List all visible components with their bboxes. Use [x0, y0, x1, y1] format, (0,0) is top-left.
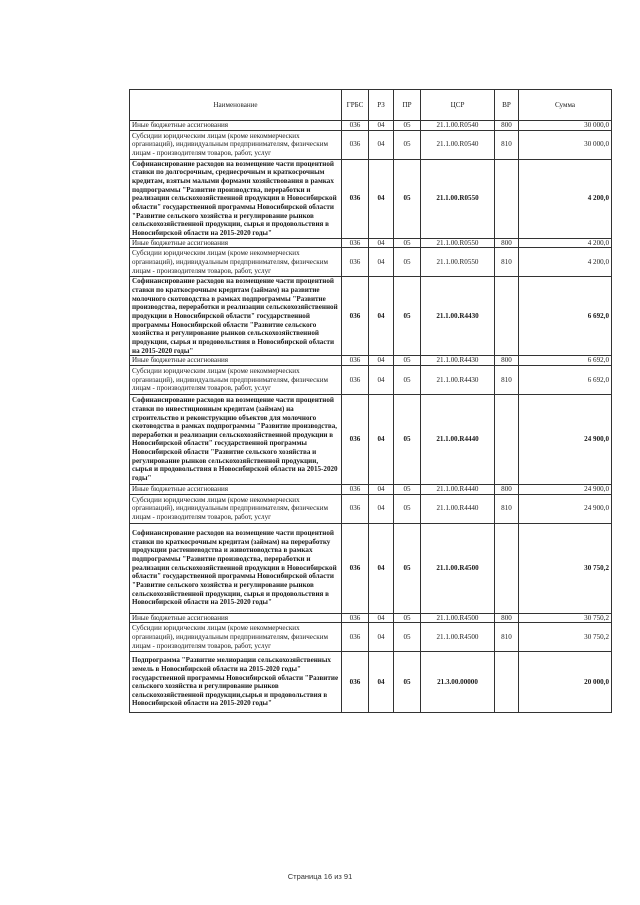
cell-grbs: 036 [342, 494, 369, 523]
cell-rz: 04 [369, 121, 394, 131]
cell-pr: 05 [394, 356, 421, 366]
cell-vr: 800 [495, 238, 519, 248]
cell-rz: 04 [369, 238, 394, 248]
budget-table [129, 89, 612, 713]
cell-csr: 21.1.00.R0540 [421, 130, 495, 159]
header-grbs: ГРБС [342, 90, 369, 121]
cell-pr: 05 [394, 365, 421, 394]
cell-vr [495, 652, 519, 713]
cell-rz: 04 [369, 356, 394, 366]
cell-csr: 21.1.00.R4440 [421, 494, 495, 523]
header-name: Наименование [130, 90, 342, 121]
cell-sum: 24 900,0 [519, 494, 612, 523]
table-row [130, 394, 612, 484]
cell-sum: 6 692,0 [519, 365, 612, 394]
cell-pr: 05 [394, 494, 421, 523]
cell-rz: 04 [369, 394, 394, 484]
table-row [130, 130, 612, 159]
cell-grbs: 036 [342, 121, 369, 131]
cell-sum: 4 200,0 [519, 248, 612, 277]
table-row [130, 356, 612, 366]
header-csr: ЦСР [421, 90, 495, 121]
cell-pr: 05 [394, 277, 421, 356]
cell-csr: 21.1.00.R4500 [421, 623, 495, 652]
cell-csr: 21.1.00.R0550 [421, 248, 495, 277]
cell-pr: 05 [394, 248, 421, 277]
table-row [130, 494, 612, 523]
cell-csr: 21.1.00.R4430 [421, 356, 495, 366]
header-rz: РЗ [369, 90, 394, 121]
table-row [130, 623, 612, 652]
cell-sum: 24 900,0 [519, 484, 612, 494]
cell-name: Софинансирование расходов на возмещение части процентной ставки по краткосрочным кредитам (займам) на развитие молочного скотоводства в рамках подпрограммы "Развитие производства, переработки и реализации сельскохозяйственной продукции в Новосибирской области" государственной программы Новосибирской области "Развитие сельского хозяйства и регулирование рынков сельскохозяйственной продукции, сырья и продовольствия в Новосибирской области на 2015-2020 годы" [130, 277, 342, 356]
cell-name: Иные бюджетные ассигнования [130, 238, 342, 248]
table-row [130, 613, 612, 623]
cell-vr: 810 [495, 130, 519, 159]
cell-csr: 21.3.00.00000 [421, 652, 495, 713]
cell-vr: 810 [495, 623, 519, 652]
cell-grbs: 036 [342, 159, 369, 238]
cell-grbs: 036 [342, 365, 369, 394]
cell-rz: 04 [369, 523, 394, 613]
cell-csr: 21.1.00.R4500 [421, 613, 495, 623]
cell-csr: 21.1.00.R4440 [421, 484, 495, 494]
cell-name: Софинансирование расходов на возмещение части процентной ставки по долгосрочным, среднесрочным и краткосрочным кредитам, взятым малыми формами хозяйствования в рамках подпрограммы "Развитие производства, переработки и реализации сельскохозяйственной продукции в Новосибирской области" государственной программы Новосибирской области "Развитие сельского хозяйства и регулирование рынков сельскохозяйственной продукции, сырья и продовольствия в Новосибирской области на 2015-2020 годы" [130, 159, 342, 238]
cell-grbs: 036 [342, 130, 369, 159]
header-pr: ПР [394, 90, 421, 121]
cell-sum: 4 200,0 [519, 238, 612, 248]
cell-grbs: 036 [342, 356, 369, 366]
cell-rz: 04 [369, 494, 394, 523]
cell-vr: 810 [495, 365, 519, 394]
cell-sum: 30 000,0 [519, 121, 612, 131]
cell-name: Субсидии юридическим лицам (кроме некоммерческих организаций), индивидуальным предпринимателям, физическим лицам - производителям товаров, работ, услуг [130, 130, 342, 159]
header-sum: Сумма [519, 90, 612, 121]
cell-vr: 800 [495, 484, 519, 494]
cell-name: Субсидии юридическим лицам (кроме некоммерческих организаций), индивидуальным предпринимателям, физическим лицам - производителям товаров, работ, услуг [130, 494, 342, 523]
cell-csr: 21.1.00.R4440 [421, 394, 495, 484]
cell-csr: 21.1.00.R0540 [421, 121, 495, 131]
cell-vr: 800 [495, 613, 519, 623]
cell-rz: 04 [369, 130, 394, 159]
cell-name: Иные бюджетные ассигнования [130, 121, 342, 131]
cell-sum: 30 750,2 [519, 623, 612, 652]
cell-sum: 24 900,0 [519, 394, 612, 484]
cell-rz: 04 [369, 277, 394, 356]
cell-csr: 21.1.00.R0550 [421, 238, 495, 248]
cell-name: Софинансирование расходов на возмещение части процентной ставки по краткосрочным кредитам (займам) на переработку продукции растениеводства и животноводства в рамках подпрограммы "Развитие производства, переработки и реализации сельскохозяйственной продукции в Новосибирской области" государственной программы Новосибирской области "Развитие сельского хозяйства и регулирование рынков сельскохозяйственной продукции, сырья и продовольствия в Новосибирской области на 2015-2020 годы" [130, 523, 342, 613]
cell-csr: 21.1.00.R0550 [421, 159, 495, 238]
table-row [130, 238, 612, 248]
cell-vr: 810 [495, 248, 519, 277]
cell-vr [495, 394, 519, 484]
cell-pr: 05 [394, 484, 421, 494]
cell-grbs: 036 [342, 523, 369, 613]
cell-vr: 810 [495, 494, 519, 523]
cell-pr: 05 [394, 130, 421, 159]
cell-sum: 20 000,0 [519, 652, 612, 713]
cell-csr: 21.1.00.R4430 [421, 277, 495, 356]
cell-grbs: 036 [342, 652, 369, 713]
cell-csr: 21.1.00.R4430 [421, 365, 495, 394]
cell-sum: 30 750,2 [519, 523, 612, 613]
cell-name: Подпрограмма "Развитие мелиорации сельскохозяйственных земель в Новосибирской области на 2015-2020 годы" государственной программы Новосибирской области "Развитие сельского хозяйства и регулирование рынков сельскохозяйственной продукции,сырья и продовольствия в Новосибирской области на 2015-2020 годы" [130, 652, 342, 713]
table-row [130, 159, 612, 238]
cell-pr: 05 [394, 652, 421, 713]
cell-pr: 05 [394, 238, 421, 248]
cell-vr: 800 [495, 121, 519, 131]
cell-grbs: 036 [342, 394, 369, 484]
table-header-row [130, 90, 612, 121]
cell-sum: 6 692,0 [519, 356, 612, 366]
cell-name: Субсидии юридическим лицам (кроме некоммерческих организаций), индивидуальным предпринимателям, физическим лицам - производителям товаров, работ, услуг [130, 623, 342, 652]
table-row [130, 652, 612, 713]
cell-name: Софинансирование расходов на возмещение части процентной ставки по инвестиционным кредитам (займам) на строительство и реконструкцию объектов для молочного скотоводства в рамках подпрограммы "Развитие производства, переработки и реализации сельскохозяйственной продукции в Новосибирской области" государственной программы Новосибирской области "Развитие сельского хозяйства и регулирование рынков сельскохозяйственной продукции, сырья и продовольствия в Новосибирской области на 2015-2020 годы" [130, 394, 342, 484]
cell-rz: 04 [369, 652, 394, 713]
cell-rz: 04 [369, 248, 394, 277]
cell-rz: 04 [369, 613, 394, 623]
cell-csr: 21.1.00.R4500 [421, 523, 495, 613]
cell-grbs: 036 [342, 277, 369, 356]
cell-rz: 04 [369, 484, 394, 494]
page-number: Страница 16 из 91 [287, 872, 353, 881]
table-row [130, 121, 612, 131]
cell-name: Субсидии юридическим лицам (кроме некоммерческих организаций), индивидуальным предпринимателям, физическим лицам - производителям товаров, работ, услуг [130, 365, 342, 394]
cell-vr: 800 [495, 356, 519, 366]
cell-grbs: 036 [342, 248, 369, 277]
cell-rz: 04 [369, 365, 394, 394]
cell-name: Иные бюджетные ассигнования [130, 613, 342, 623]
cell-sum: 30 000,0 [519, 130, 612, 159]
cell-pr: 05 [394, 523, 421, 613]
cell-grbs: 036 [342, 613, 369, 623]
cell-rz: 04 [369, 623, 394, 652]
cell-grbs: 036 [342, 484, 369, 494]
table-row [130, 523, 612, 613]
header-vr: ВР [495, 90, 519, 121]
cell-vr [495, 159, 519, 238]
cell-name: Субсидии юридическим лицам (кроме некоммерческих организаций), индивидуальным предпринимателям, физическим лицам - производителям товаров, работ, услуг [130, 248, 342, 277]
cell-pr: 05 [394, 159, 421, 238]
table-row [130, 484, 612, 494]
cell-pr: 05 [394, 394, 421, 484]
cell-name: Иные бюджетные ассигнования [130, 484, 342, 494]
cell-grbs: 036 [342, 623, 369, 652]
table-row [130, 365, 612, 394]
cell-sum: 30 750,2 [519, 613, 612, 623]
table-body [130, 121, 612, 713]
cell-grbs: 036 [342, 238, 369, 248]
cell-pr: 05 [394, 623, 421, 652]
cell-rz: 04 [369, 159, 394, 238]
cell-vr [495, 277, 519, 356]
table-row [130, 277, 612, 356]
cell-name: Иные бюджетные ассигнования [130, 356, 342, 366]
table-row [130, 248, 612, 277]
cell-pr: 05 [394, 121, 421, 131]
cell-pr: 05 [394, 613, 421, 623]
cell-vr [495, 523, 519, 613]
cell-sum: 4 200,0 [519, 159, 612, 238]
cell-sum: 6 692,0 [519, 277, 612, 356]
